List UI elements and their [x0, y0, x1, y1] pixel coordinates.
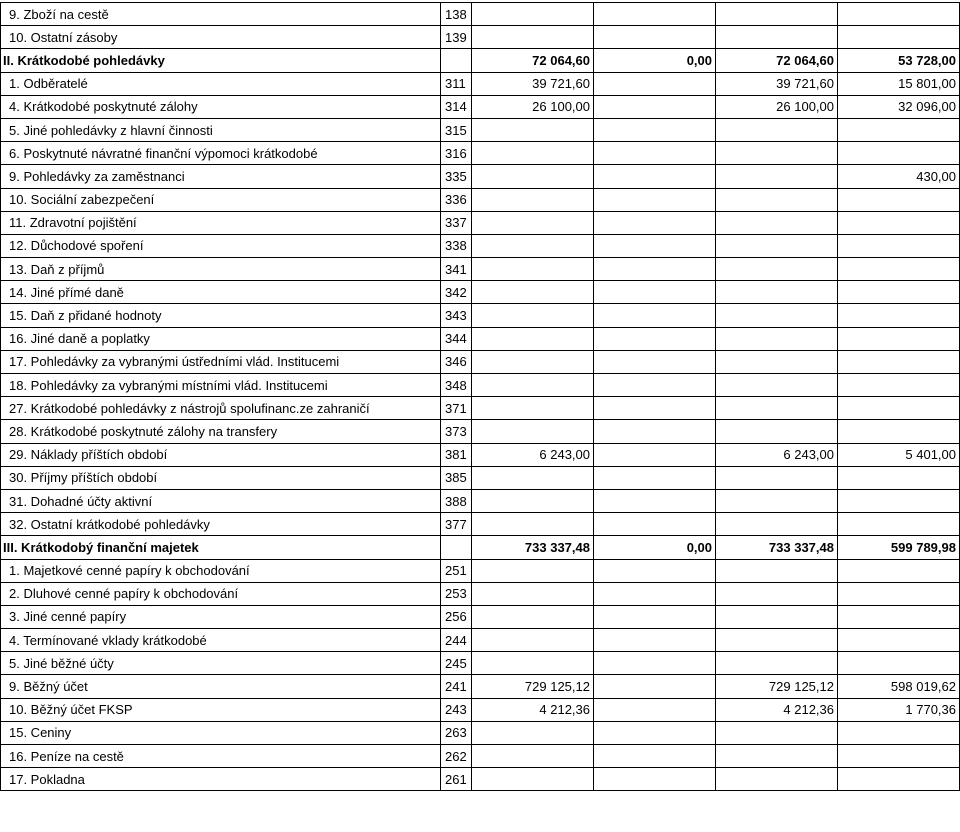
account-code-cell: 139: [441, 26, 472, 49]
value-col3-cell: [716, 118, 838, 141]
table-row: [1, 397, 960, 420]
value-col4-cell: [838, 327, 960, 350]
account-code-cell: 251: [441, 559, 472, 582]
value-col1-cell: [472, 374, 594, 397]
value-col3-cell: [716, 420, 838, 443]
account-code-cell: 348: [441, 374, 472, 397]
item-name-cell: 5. Jiné pohledávky z hlavní činnosti: [1, 118, 441, 141]
item-name-cell: 31. Dohadné účty aktivní: [1, 489, 441, 512]
value-col1-cell: 6 243,00: [472, 443, 594, 466]
value-col3-cell: 26 100,00: [716, 95, 838, 118]
value-col2-cell: [594, 397, 716, 420]
account-code-cell: 244: [441, 629, 472, 652]
item-name-cell: 17. Pokladna: [1, 768, 441, 791]
value-col3-cell: [716, 489, 838, 512]
table-row: [1, 188, 960, 211]
item-name-cell: II. Krátkodobé pohledávky: [1, 49, 441, 72]
item-name-cell: 17. Pohledávky za vybranými ústředními vlád. Institucemi: [1, 350, 441, 373]
value-col3-cell: [716, 304, 838, 327]
section-row: [1, 49, 960, 72]
value-col1-cell: [472, 768, 594, 791]
account-code-cell: 311: [441, 72, 472, 95]
item-name-cell: 10. Sociální zabezpečení: [1, 188, 441, 211]
value-col4-cell: [838, 420, 960, 443]
account-code-cell: 373: [441, 420, 472, 443]
item-name-cell: 5. Jiné běžné účty: [1, 652, 441, 675]
value-col1-cell: 729 125,12: [472, 675, 594, 698]
value-col4-cell: 32 096,00: [838, 95, 960, 118]
item-name-cell: 11. Zdravotní pojištění: [1, 211, 441, 234]
value-col2-cell: [594, 281, 716, 304]
item-name-cell: 15. Daň z přidané hodnoty: [1, 304, 441, 327]
value-col2-cell: 0,00: [594, 49, 716, 72]
value-col2-cell: [594, 489, 716, 512]
value-col2-cell: [594, 3, 716, 26]
value-col1-cell: [472, 350, 594, 373]
value-col3-cell: [716, 281, 838, 304]
value-col3-cell: [716, 559, 838, 582]
value-col4-cell: [838, 350, 960, 373]
value-col2-cell: [594, 95, 716, 118]
value-col1-cell: 4 212,36: [472, 698, 594, 721]
value-col4-cell: [838, 26, 960, 49]
table-row: [1, 3, 960, 26]
account-code-cell: 341: [441, 258, 472, 281]
account-code-cell: 342: [441, 281, 472, 304]
table-row: [1, 745, 960, 768]
section-row: [1, 536, 960, 559]
value-col3-cell: [716, 745, 838, 768]
value-col1-cell: [472, 721, 594, 744]
value-col3-cell: [716, 142, 838, 165]
value-col1-cell: [472, 629, 594, 652]
account-code-cell: 241: [441, 675, 472, 698]
value-col2-cell: [594, 675, 716, 698]
value-col4-cell: [838, 721, 960, 744]
account-code-cell: 243: [441, 698, 472, 721]
value-col2-cell: [594, 513, 716, 536]
value-col2-cell: 0,00: [594, 536, 716, 559]
value-col1-cell: [472, 559, 594, 582]
value-col1-cell: [472, 142, 594, 165]
value-col3-cell: [716, 397, 838, 420]
value-col3-cell: 39 721,60: [716, 72, 838, 95]
value-col3-cell: 4 212,36: [716, 698, 838, 721]
value-col2-cell: [594, 652, 716, 675]
account-code-cell: 385: [441, 466, 472, 489]
account-code-cell: 336: [441, 188, 472, 211]
value-col2-cell: [594, 350, 716, 373]
value-col3-cell: [716, 188, 838, 211]
item-name-cell: 32. Ostatní krátkodobé pohledávky: [1, 513, 441, 536]
value-col3-cell: [716, 629, 838, 652]
item-name-cell: 3. Jiné cenné papíry: [1, 605, 441, 628]
table-row: [1, 675, 960, 698]
value-col3-cell: [716, 234, 838, 257]
value-col3-cell: [716, 466, 838, 489]
value-col4-cell: [838, 513, 960, 536]
value-col4-cell: [838, 374, 960, 397]
value-col3-cell: [716, 350, 838, 373]
item-name-cell: 14. Jiné přímé daně: [1, 281, 441, 304]
value-col1-cell: [472, 420, 594, 443]
value-col4-cell: [838, 281, 960, 304]
value-col4-cell: [838, 768, 960, 791]
item-name-cell: 9. Pohledávky za zaměstnanci: [1, 165, 441, 188]
value-col3-cell: 733 337,48: [716, 536, 838, 559]
value-col1-cell: [472, 188, 594, 211]
account-code-cell: 388: [441, 489, 472, 512]
value-col1-cell: [472, 489, 594, 512]
value-col4-cell: [838, 258, 960, 281]
item-name-cell: 1. Odběratelé: [1, 72, 441, 95]
table-row: [1, 234, 960, 257]
account-code-cell: 343: [441, 304, 472, 327]
table-row: [1, 489, 960, 512]
item-name-cell: 13. Daň z příjmů: [1, 258, 441, 281]
value-col1-cell: [472, 605, 594, 628]
table-row: [1, 582, 960, 605]
value-col3-cell: [716, 258, 838, 281]
table-row: [1, 142, 960, 165]
value-col2-cell: [594, 72, 716, 95]
value-col4-cell: 430,00: [838, 165, 960, 188]
value-col4-cell: 5 401,00: [838, 443, 960, 466]
value-col3-cell: [716, 652, 838, 675]
item-name-cell: 27. Krátkodobé pohledávky z nástrojů spolufinanc.ze zahraničí: [1, 397, 441, 420]
value-col4-cell: [838, 211, 960, 234]
value-col2-cell: [594, 188, 716, 211]
value-col2-cell: [594, 559, 716, 582]
item-name-cell: 1. Majetkové cenné papíry k obchodování: [1, 559, 441, 582]
value-col1-cell: [472, 26, 594, 49]
value-col1-cell: [472, 118, 594, 141]
table-row: [1, 513, 960, 536]
value-col2-cell: [594, 26, 716, 49]
account-code-cell: 335: [441, 165, 472, 188]
table-row: [1, 374, 960, 397]
table-row: [1, 698, 960, 721]
value-col2-cell: [594, 211, 716, 234]
value-col1-cell: 733 337,48: [472, 536, 594, 559]
value-col2-cell: [594, 721, 716, 744]
account-code-cell: 256: [441, 605, 472, 628]
balance-table-body: [1, 3, 960, 791]
account-code-cell: 346: [441, 350, 472, 373]
value-col4-cell: 598 019,62: [838, 675, 960, 698]
table-row: [1, 605, 960, 628]
value-col3-cell: [716, 721, 838, 744]
value-col4-cell: [838, 118, 960, 141]
value-col2-cell: [594, 466, 716, 489]
value-col3-cell: [716, 327, 838, 350]
table-row: [1, 165, 960, 188]
item-name-cell: 2. Dluhové cenné papíry k obchodování: [1, 582, 441, 605]
item-name-cell: 10. Běžný účet FKSP: [1, 698, 441, 721]
value-col4-cell: 53 728,00: [838, 49, 960, 72]
value-col4-cell: [838, 582, 960, 605]
item-name-cell: 6. Poskytnuté návratné finanční výpomoci krátkodobé: [1, 142, 441, 165]
value-col2-cell: [594, 605, 716, 628]
value-col1-cell: [472, 745, 594, 768]
value-col3-cell: [716, 513, 838, 536]
table-row: [1, 72, 960, 95]
item-name-cell: 30. Příjmy příštích období: [1, 466, 441, 489]
value-col2-cell: [594, 443, 716, 466]
value-col2-cell: [594, 118, 716, 141]
value-col2-cell: [594, 304, 716, 327]
account-code-cell: 138: [441, 3, 472, 26]
value-col3-cell: [716, 768, 838, 791]
value-col1-cell: [472, 582, 594, 605]
item-name-cell: III. Krátkodobý finanční majetek: [1, 536, 441, 559]
table-row: [1, 281, 960, 304]
value-col1-cell: [472, 234, 594, 257]
account-code-cell: 337: [441, 211, 472, 234]
value-col2-cell: [594, 582, 716, 605]
table-row: [1, 420, 960, 443]
account-code-cell: 314: [441, 95, 472, 118]
table-row: [1, 211, 960, 234]
value-col1-cell: [472, 165, 594, 188]
account-code-cell: 315: [441, 118, 472, 141]
value-col1-cell: [472, 3, 594, 26]
value-col2-cell: [594, 768, 716, 791]
account-code-cell: 381: [441, 443, 472, 466]
value-col2-cell: [594, 165, 716, 188]
table-row: [1, 466, 960, 489]
account-code-cell: 263: [441, 721, 472, 744]
table-row: [1, 629, 960, 652]
balance-table: [0, 2, 960, 791]
table-row: [1, 258, 960, 281]
value-col2-cell: [594, 142, 716, 165]
account-code-cell: 377: [441, 513, 472, 536]
balance-sheet: [0, 2, 960, 791]
value-col4-cell: [838, 605, 960, 628]
value-col3-cell: 729 125,12: [716, 675, 838, 698]
item-name-cell: 9. Zboží na cestě: [1, 3, 441, 26]
account-code-cell: 253: [441, 582, 472, 605]
table-row: [1, 652, 960, 675]
value-col1-cell: [472, 258, 594, 281]
item-name-cell: 9. Běžný účet: [1, 675, 441, 698]
value-col4-cell: [838, 559, 960, 582]
table-row: [1, 118, 960, 141]
value-col3-cell: 72 064,60: [716, 49, 838, 72]
value-col2-cell: [594, 258, 716, 281]
value-col3-cell: [716, 605, 838, 628]
item-name-cell: 28. Krátkodobé poskytnuté zálohy na transfery: [1, 420, 441, 443]
table-row: [1, 350, 960, 373]
item-name-cell: 10. Ostatní zásoby: [1, 26, 441, 49]
account-code-cell: 338: [441, 234, 472, 257]
value-col3-cell: [716, 374, 838, 397]
value-col2-cell: [594, 374, 716, 397]
item-name-cell: 4. Krátkodobé poskytnuté zálohy: [1, 95, 441, 118]
table-row: [1, 304, 960, 327]
item-name-cell: 4. Termínované vklady krátkodobé: [1, 629, 441, 652]
account-code-cell: 261: [441, 768, 472, 791]
table-row: [1, 95, 960, 118]
value-col4-cell: [838, 489, 960, 512]
value-col4-cell: 599 789,98: [838, 536, 960, 559]
account-code-cell: [441, 49, 472, 72]
value-col2-cell: [594, 420, 716, 443]
account-code-cell: 316: [441, 142, 472, 165]
account-code-cell: 371: [441, 397, 472, 420]
item-name-cell: 16. Peníze na cestě: [1, 745, 441, 768]
value-col4-cell: [838, 142, 960, 165]
value-col1-cell: [472, 652, 594, 675]
value-col3-cell: [716, 211, 838, 234]
value-col1-cell: [472, 397, 594, 420]
value-col4-cell: 15 801,00: [838, 72, 960, 95]
value-col4-cell: [838, 652, 960, 675]
value-col2-cell: [594, 327, 716, 350]
value-col3-cell: [716, 582, 838, 605]
table-row: [1, 443, 960, 466]
value-col4-cell: [838, 234, 960, 257]
table-row: [1, 559, 960, 582]
value-col2-cell: [594, 234, 716, 257]
account-code-cell: 262: [441, 745, 472, 768]
value-col2-cell: [594, 745, 716, 768]
value-col4-cell: [838, 304, 960, 327]
item-name-cell: 29. Náklady příštích období: [1, 443, 441, 466]
value-col4-cell: [838, 188, 960, 211]
value-col4-cell: [838, 397, 960, 420]
value-col3-cell: 6 243,00: [716, 443, 838, 466]
account-code-cell: 245: [441, 652, 472, 675]
value-col3-cell: [716, 26, 838, 49]
value-col4-cell: [838, 629, 960, 652]
value-col1-cell: [472, 304, 594, 327]
value-col2-cell: [594, 629, 716, 652]
value-col4-cell: [838, 745, 960, 768]
table-row: [1, 768, 960, 791]
value-col1-cell: 26 100,00: [472, 95, 594, 118]
value-col3-cell: [716, 165, 838, 188]
value-col1-cell: [472, 281, 594, 304]
item-name-cell: 16. Jiné daně a poplatky: [1, 327, 441, 350]
table-row: [1, 327, 960, 350]
value-col1-cell: 39 721,60: [472, 72, 594, 95]
value-col1-cell: [472, 466, 594, 489]
account-code-cell: [441, 536, 472, 559]
value-col1-cell: [472, 327, 594, 350]
value-col4-cell: 1 770,36: [838, 698, 960, 721]
item-name-cell: 18. Pohledávky za vybranými místními vlád. Institucemi: [1, 374, 441, 397]
value-col2-cell: [594, 698, 716, 721]
item-name-cell: 15. Ceniny: [1, 721, 441, 744]
value-col1-cell: [472, 211, 594, 234]
value-col1-cell: [472, 513, 594, 536]
value-col1-cell: 72 064,60: [472, 49, 594, 72]
table-row: [1, 26, 960, 49]
value-col3-cell: [716, 3, 838, 26]
account-code-cell: 344: [441, 327, 472, 350]
value-col4-cell: [838, 3, 960, 26]
item-name-cell: 12. Důchodové spoření: [1, 234, 441, 257]
table-row: [1, 721, 960, 744]
value-col4-cell: [838, 466, 960, 489]
